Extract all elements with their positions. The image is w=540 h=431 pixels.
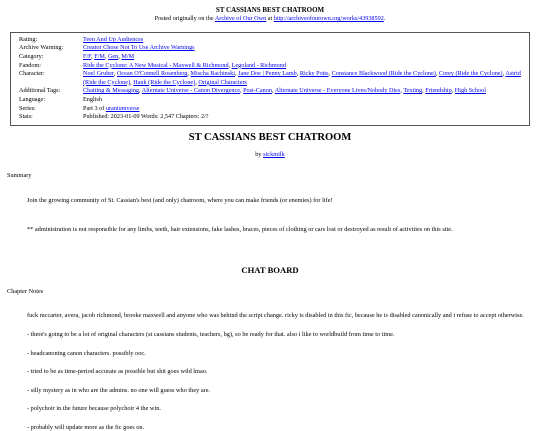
tag-link[interactable]: Hank (Ride the Cyclone)	[133, 78, 196, 86]
note-paragraph: - probably will update more as the fic goes on.	[27, 423, 145, 431]
meta-language: Language: English	[19, 95, 102, 103]
tag-link[interactable]: Legoland - Richmond	[231, 61, 286, 69]
posted-mid: at	[267, 15, 273, 23]
note-paragraph: - tried to be as time-period accurate as possible but shit goes wild lmao.	[27, 368, 208, 376]
summary-heading: Summary	[7, 171, 32, 179]
tag-link[interactable]: M/M	[121, 53, 135, 61]
series-link[interactable]: uraniumverse	[105, 104, 140, 112]
work-url-link[interactable]: http://archiveofourown.org/works/43938592	[273, 15, 384, 23]
tag-link[interactable]: Alternate Universe - Everyone Lives/Nobody Dies	[274, 87, 401, 95]
meta-additional-tags: Additional Tags: Chatting & Messaging, Alternate Universe - Canon Divergence, Post-Canon, Alternate Universe - Everyone Lives/Nobody Dies, Texting, Friendship, High School	[19, 87, 486, 95]
meta-fandom: Fandom: Ride the Cyclone: A New Musical - Maxwell & Richmond, Legoland - Richmond	[19, 61, 286, 69]
tag-link[interactable]: Ocean O'Connell Rosenberg	[116, 70, 188, 78]
tag-link[interactable]: Gen	[107, 53, 119, 61]
tag-link[interactable]: Noel Gruber	[83, 70, 114, 78]
meta-stats: Stats: Published: 2023-01-09 Words: 2,547 Chapters: 2/?	[19, 113, 209, 121]
tag-link[interactable]: F/M	[94, 53, 105, 61]
tag-link[interactable]: Constance Blackwood (Ride the Cyclone)	[331, 70, 436, 78]
tag-link[interactable]: Post-Canon	[243, 87, 272, 95]
chapter-title: CHAT BOARD	[241, 264, 299, 275]
tag-link[interactable]: Jane Doe | Penny Lamb	[238, 70, 297, 78]
tag-link[interactable]: Ride the Cyclone: A New Musical - Maxwell & Richmond	[83, 61, 229, 69]
meta-character: Character: Noel Gruber, Ocean O'Connell Rosenberg, Mischa Bachinski, Jane Doe | Penny Lamb, Ricky Potts, Constance Blackwood (Ride the Cyclone), Corey (Ride the Cyclone), Astrid (Ride the Cyclone), Hank (Ride the Cyclone), Original Characters	[19, 70, 521, 86]
chapter-notes-heading: Chapter Notes	[7, 287, 44, 295]
note-paragraph: - there's going to be a lot of original characters (st cassians students, teachers, bg), so be ready for that. also i like to worldbuild from time to time.	[27, 330, 395, 338]
export-header	[0, 0, 540, 23]
tag-link[interactable]: F/F	[83, 53, 92, 61]
archive-link[interactable]: Archive of Our Own	[214, 15, 267, 23]
posted-prefix: Posted originally on the	[154, 15, 214, 23]
work-metadata-box	[10, 32, 530, 126]
byline: by sickmilk	[255, 151, 285, 159]
summary-paragraph: Join the growing community of St. Cassian's best (and only) chatroom, where you can make friends (or enemies) for life!	[27, 197, 333, 205]
note-paragraph: - polychoir in the future because polychoir 4 the win.	[27, 405, 161, 413]
tag-link[interactable]: Corey (Ride the Cyclone)	[438, 70, 503, 78]
tag-link[interactable]: Teen And Up Audiences	[83, 35, 144, 43]
chapter-notes	[0, 312, 540, 431]
tag-link[interactable]: Friendship	[425, 87, 452, 95]
export-title: ST CASSIANS BEST CHATROOM	[215, 6, 325, 14]
meta-category: Category: F/F, F/M, Gen, M/M	[19, 53, 135, 61]
meta-rating: Rating: Teen And Up Audiences	[19, 35, 144, 43]
meta-warning: Archive Warning: Creator Chose Not To Use Archive Warnings	[19, 44, 195, 52]
note-paragraph: - silly mystery as in who are the admins. no one will guess who they are.	[27, 386, 211, 394]
note-paragraph: fuck mccarter, avera, jacob richmond, brooke maxwell and anyone who was behind the script change. ricky is disabled in this fic, because he is disabled canonically and i refuse to accept otherwise.	[27, 312, 524, 320]
tag-link[interactable]: Mischa Bachinski	[190, 70, 235, 78]
tag-link[interactable]: Texting	[403, 87, 423, 95]
work-title: ST CASSIANS BEST CHATROOM	[188, 131, 352, 143]
tag-link[interactable]: Astrid (Ride the Cyclone)	[83, 70, 521, 86]
summary-disclaimer: ** administration is not responsible for any limbs, teeth, hair extensions, fake lashes, braces, pieces of clothing or cars lost or destroyed as result of activities on this site.	[27, 226, 453, 233]
tag-link[interactable]: Alternate Universe - Canon Divergence	[141, 87, 240, 95]
note-paragraph: - headcanoning canon characters. possibly ooc.	[27, 349, 146, 357]
tag-link[interactable]: Ricky Potts	[299, 70, 329, 78]
tag-link[interactable]: Chatting & Messaging	[83, 87, 140, 95]
tag-link[interactable]: Original Characters	[198, 78, 247, 86]
tag-link[interactable]: Creator Chose Not To Use Archive Warnings	[83, 44, 195, 52]
tag-link[interactable]: High School	[454, 87, 486, 95]
posted-line: Posted originally on the Archive of Our Own at http://archiveofourown.org/works/43938592.	[154, 15, 386, 23]
meta-series: Series: Part 3 of uraniumverse	[19, 104, 140, 112]
author-link[interactable]: sickmilk	[263, 151, 285, 159]
